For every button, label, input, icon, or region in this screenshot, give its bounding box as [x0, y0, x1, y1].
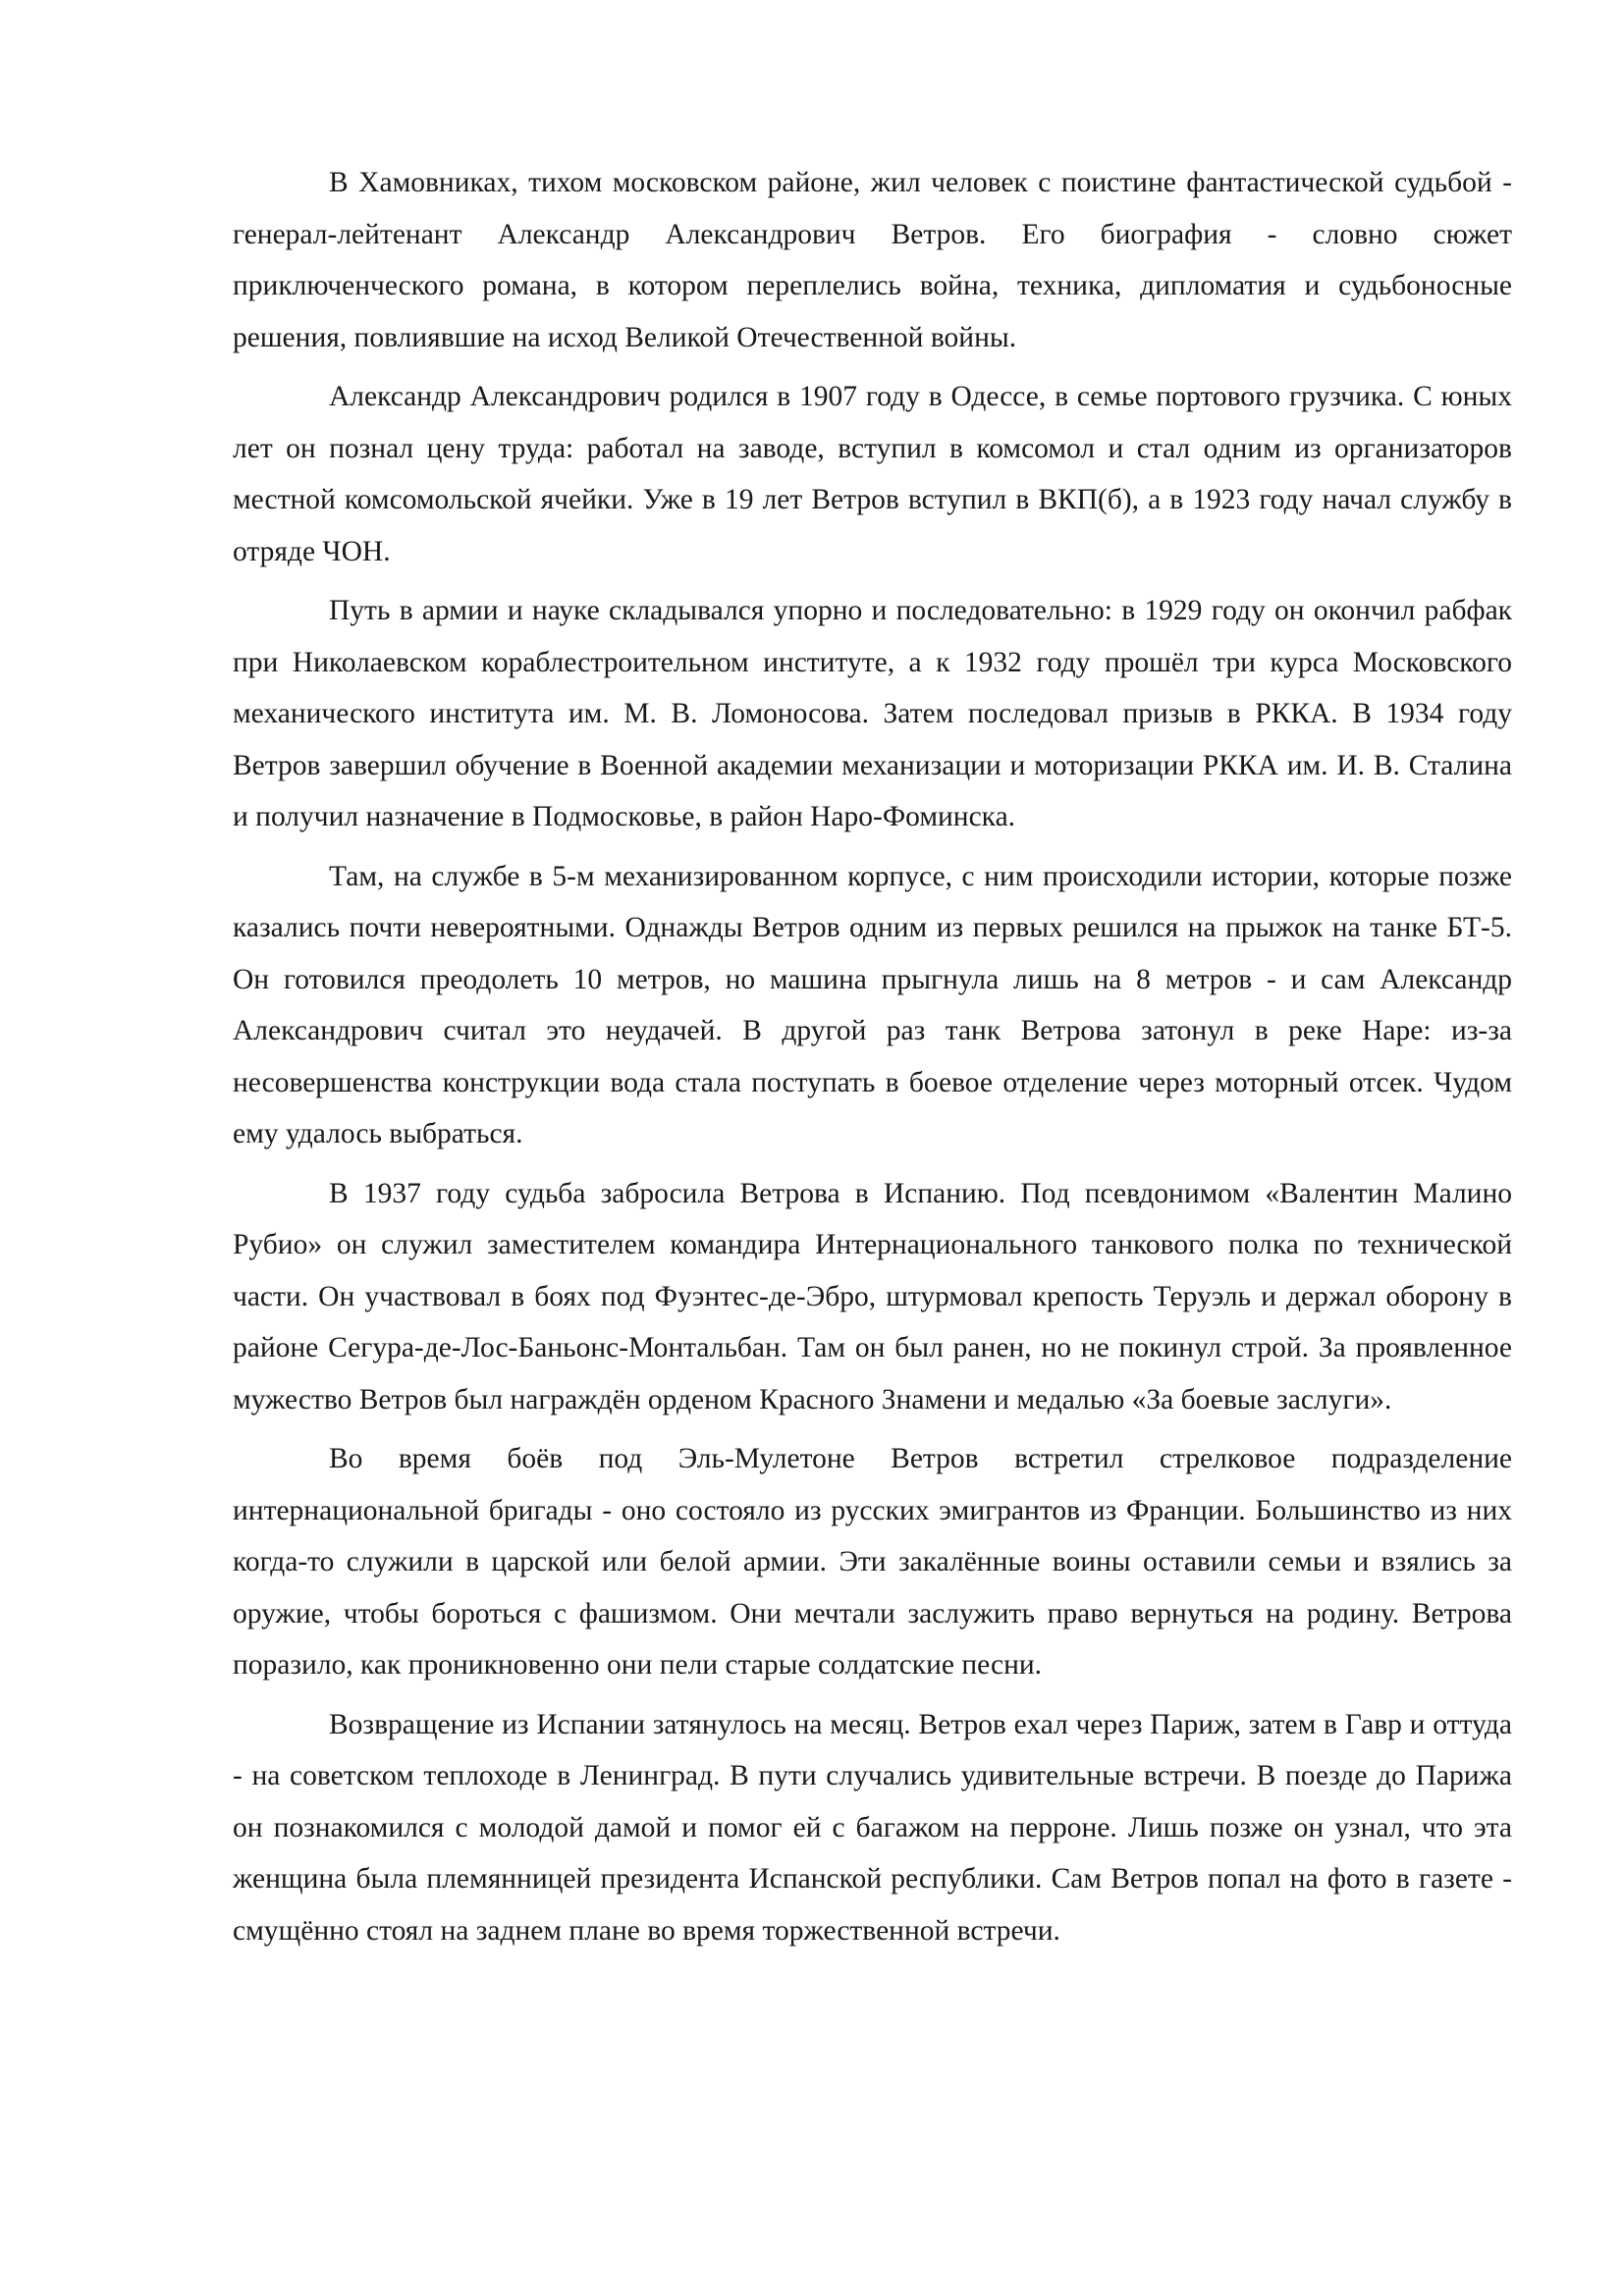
- paragraph-6: Во время боёв под Эль-Мулетоне Ветров встретил стрелковое подразделение интернациональной бригады - оно состояло из русских эмигрантов из Франции. Большинство из них когда-то служили в царской или белой армии. Эти закалённые воины оставили семьи и взялись за оружие, чтобы бороться с фашизмом. Они мечтали заслужить право вернуться на родину. Ветрова поразило, как проникновенно они пели старые солдатские песни.: [233, 1443, 1512, 1681]
- paragraph-7: Возвращение из Испании затянулось на месяц. Ветров ехал через Париж, затем в Гавр и оттуда - на советском теплоходе в Ленинград. В пути случались удивительные встречи. В поезде до Парижа он познакомился с молодой дамой и помог ей с багажом на перроне. Лишь позже он узнал, что эта женщина была племянницей президента Испанской республики. Сам Ветров попал на фото в газете - смущённо стоял на заднем плане во время торжественной встречи.: [233, 1708, 1512, 1947]
- paragraph-5: В 1937 году судьба забросила Ветрова в Испанию. Под псевдонимом «Валентин Малино Рубио» он служил заместителем командира Интернационального танкового полка по технической части. Он участвовал в боях под Фуэнтес-де-Эбро, штурмовал крепость Теруэль и держал оборону в районе Сегура-де-Лос-Баньонс-Монтальбан. Там он был ранен, но не покинул строй. За проявленное мужество Ветров был награждён орденом Красного Знамени и медалью «За боевые заслуги».: [233, 1177, 1512, 1415]
- paragraph-1: В Хамовниках, тихом московском районе, жил человек с поистине фантастической судьбой - генерал-лейтенант Александр Александрович Ветров. Его биография - словно сюжет приключенческого романа, в котором переплелись война, техника, дипломатия и судьбоносные решения, повлиявшие на исход Великой Отечественной войны.: [233, 167, 1512, 353]
- paragraph-2: Александр Александрович родился в 1907 году в Одессе, в семье портового грузчика. С юных лет он познал цену труда: работал на заводе, вступил в комсомол и стал одним из организаторов местной комсомольской ячейки. Уже в 19 лет Ветров вступил в ВКП(б), а в 1923 году начал службу в отряде ЧОН.: [233, 381, 1512, 567]
- paragraph-3: Путь в армии и науке складывался упорно и последовательно: в 1929 году он окончил рабфак при Николаевском кораблестроительном институте, а к 1932 году прошёл три курса Московского механического института им. М. В. Ломоносова. Затем последовал призыв в РККА. В 1934 году Ветров завершил обучение в Военной академии механизации и моторизации РККА им. И. В. Сталина и получил назначение в Подмосковье, в район Наро-Фоминска.: [233, 595, 1512, 832]
- document-body: [233, 157, 1512, 1964]
- paragraph-4: Там, на службе в 5-м механизированном корпусе, с ним происходили истории, которые позже казались почти невероятными. Однажды Ветров одним из первых решился на прыжок на танке БТ-5. Он готовился преодолеть 10 метров, но машина прыгнула лишь на 8 метров - и сам Александр Александрович считал это неудачей. В другой раз танк Ветрова затонул в реке Наре: из-за несовершенства конструкции вода стала поступать в боевое отделение через моторный отсек. Чудом ему удалось выбраться.: [233, 860, 1512, 1149]
